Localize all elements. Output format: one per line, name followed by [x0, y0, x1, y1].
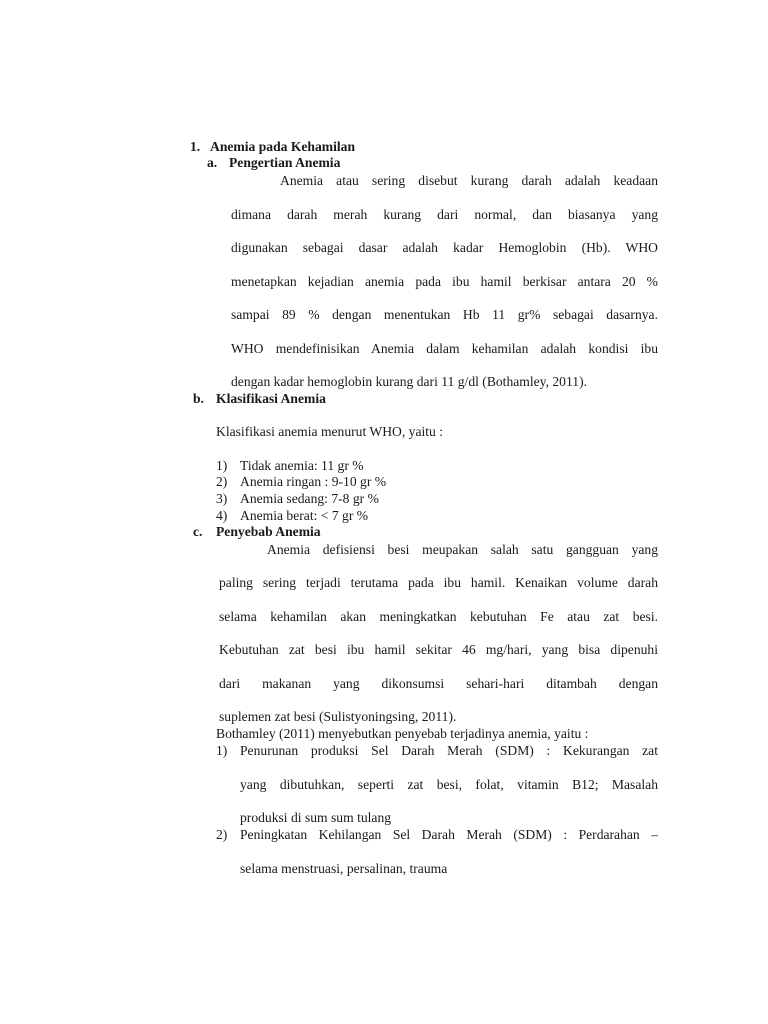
classification-item: Anemia ringan : 9-10 gr % [240, 474, 387, 489]
cause-number: 2) [216, 827, 228, 842]
sub-b-intro: Klasifikasi anemia menurut WHO, yaitu : [216, 424, 444, 439]
cause-1-line-3: produksi di sum sum tulang [240, 810, 392, 825]
sub-c-line-6: suplemen zat besi (Sulistyoningsing, 2011). [219, 709, 457, 724]
classification-item: Tidak anemia: 11 gr % [240, 458, 364, 473]
sub-a-line-7: dengan kadar hemoglobin kurang dari 11 g/dl (Bothamley, 2011). [231, 374, 587, 389]
classification-number: 3) [216, 491, 228, 506]
sub-c-line-4: Kebutuhan zat besi ibu hamil sekitar 46 mg/hari, yang bisa dipenuhi [219, 642, 658, 657]
sub-c-intro2: Bothamley (2011) menyebutkan penyebab terjadinya anemia, yaitu : [216, 726, 589, 741]
sub-a-line-2: dimana darah merah kurang dari normal, dan biasanya yang [231, 207, 658, 222]
sub-a-letter: a. [207, 155, 218, 170]
cause-number: 1) [216, 743, 228, 758]
sub-b-title: Klasifikasi Anemia [216, 391, 326, 406]
sub-a-line-5: sampai 89 % dengan menentukan Hb 11 gr% sebagai dasarnya. [231, 307, 658, 322]
cause-1-line-1: Penurunan produksi Sel Darah Merah (SDM) : Kekurangan zat [240, 743, 658, 758]
classification-number: 1) [216, 458, 228, 473]
sub-c-line-2: paling sering terjadi terutama pada ibu hamil. Kenaikan volume darah [219, 575, 658, 590]
classification-item: Anemia berat: < 7 gr % [240, 508, 369, 523]
sub-c-line-1: Anemia defisiensi besi meupakan salah satu gangguan yang [267, 542, 658, 557]
sub-c-title: Penyebab Anemia [216, 524, 321, 539]
sub-a-line-3: digunakan sebagai dasar adalah kadar Hemoglobin (Hb). WHO [231, 240, 658, 255]
sub-c-line-5: dari makanan yang dikonsumsi sehari-hari ditambah dengan [219, 676, 658, 691]
section-number: 1. [190, 139, 201, 154]
cause-2-line-2: selama menstruasi, persalinan, trauma [240, 861, 448, 876]
classification-item: Anemia sedang: 7-8 gr % [240, 491, 379, 506]
sub-b-letter: b. [193, 391, 204, 406]
sub-c-line-3: selama kehamilan akan meningkatkan kebutuhan Fe atau zat besi. [219, 609, 658, 624]
cause-1-line-2: yang dibutuhkan, seperti zat besi, folat, vitamin B12; Masalah [240, 777, 658, 792]
classification-number: 4) [216, 508, 228, 523]
section-title: Anemia pada Kehamilan [210, 139, 356, 154]
classification-number: 2) [216, 474, 228, 489]
cause-2-line-1: Peningkatan Kehilangan Sel Darah Merah (SDM) : Perdarahan – [240, 827, 658, 842]
sub-a-line-4: menetapkan kejadian anemia pada ibu hamil berkisar antara 20 % [231, 274, 658, 289]
sub-a-title: Pengertian Anemia [229, 155, 341, 170]
sub-a-line-6: WHO mendefinisikan Anemia dalam kehamilan adalah kondisi ibu [231, 341, 658, 356]
sub-a-line-1: Anemia atau sering disebut kurang darah adalah keadaan [280, 173, 658, 188]
sub-c-letter: c. [193, 524, 203, 539]
